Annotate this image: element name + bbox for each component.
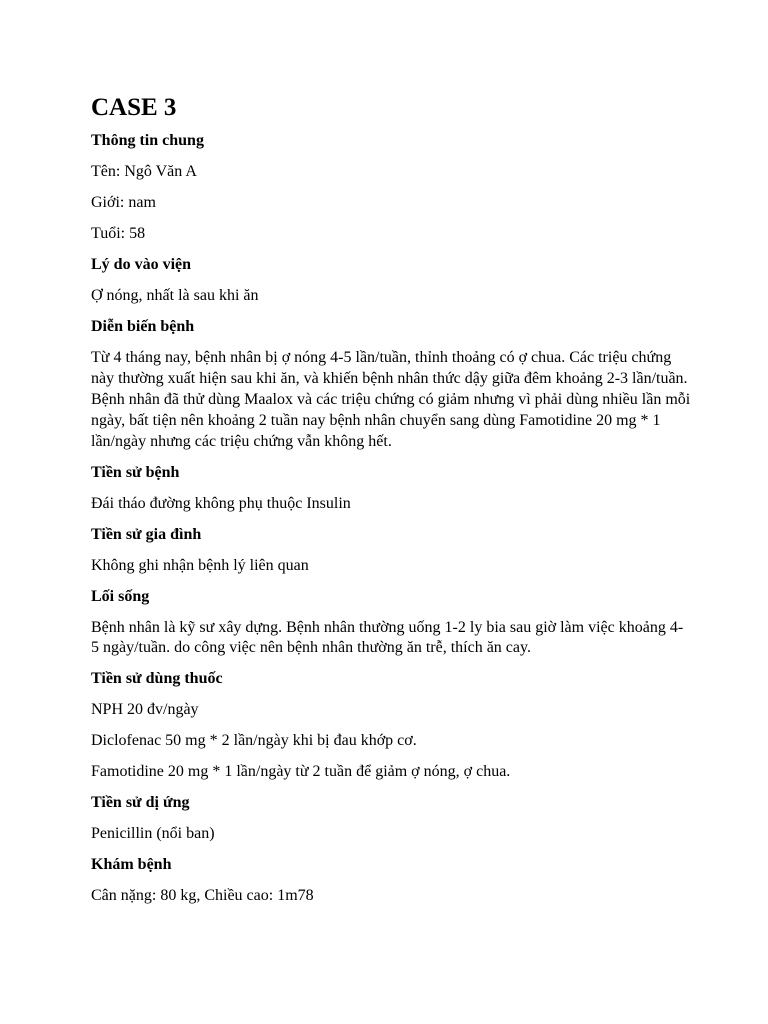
section-heading-medication-history: Tiền sử dùng thuốc [91,670,223,688]
document-page [91,93,691,917]
patient-gender: Giới: nam [91,194,156,211]
section-heading-admission-reason: Lý do vào viện [91,256,192,273]
medication-item: Famotidine 20 mg * 1 lần/ngày từ 2 tuần để giảm ợ nóng, ợ chua. [91,763,511,781]
lifestyle-text: Bệnh nhân là kỹ sư xây dựng. Bệnh nhân thường uống 1-2 ly bia sau giờ làm việc khoảng 4-5 ngày/tuần. do công việc nên bệnh nhân thường ăn trễ, thích ăn cay. [91,618,684,657]
medication-item: NPH 20 đv/ngày [91,701,199,719]
allergy-text: Penicillin (nổi ban) [91,825,215,843]
family-history-text: Không ghi nhận bệnh lý liên quan [91,556,309,574]
disease-progression-text: Từ 4 tháng nay, bệnh nhân bị ợ nóng 4-5 lần/tuần, thỉnh thoảng có ợ chua. Các triệu chứng này thường xuất hiện sau khi ăn, và khiến bệnh nhân thức dậy giữa đêm khoảng 2-3 lần/tuần. Bệnh nhân đã thử dùng Maalox và các triệu chứng có giảm nhưng vì phải dùng nhiều lần mỗi ngày, bất tiện nên khoảng 2 tuần nay bệnh nhân chuyển sang dùng Famotidine 20 mg * 1 lần/ngày nhưng các triệu chứng vẫn không hết. [91,349,691,450]
admission-reason-text: Ợ nóng, nhất là sau khi ăn [91,287,259,304]
section-heading-disease-progression: Diễn biến bệnh [91,318,195,335]
section-heading-family-history: Tiền sử gia đình [91,525,202,543]
section-heading-examination: Khám bệnh [91,856,172,874]
section-heading-medical-history: Tiền sử bệnh [91,463,180,481]
section-heading-general-info: Thông tin chung [91,132,204,149]
section-heading-lifestyle: Lối sống [91,587,150,605]
patient-name: Tên: Ngô Văn A [91,163,197,180]
section-heading-allergy-history: Tiền sử dị ứng [91,794,190,812]
examination-text: Cân nặng: 80 kg, Chiều cao: 1m78 [91,887,314,905]
medical-history-text: Đái tháo đường không phụ thuộc Insulin [91,494,351,512]
patient-age: Tuổi: 58 [91,225,146,242]
document-title: CASE 3 [91,94,177,121]
medication-item: Diclofenac 50 mg * 2 lần/ngày khi bị đau khớp cơ. [91,732,417,750]
